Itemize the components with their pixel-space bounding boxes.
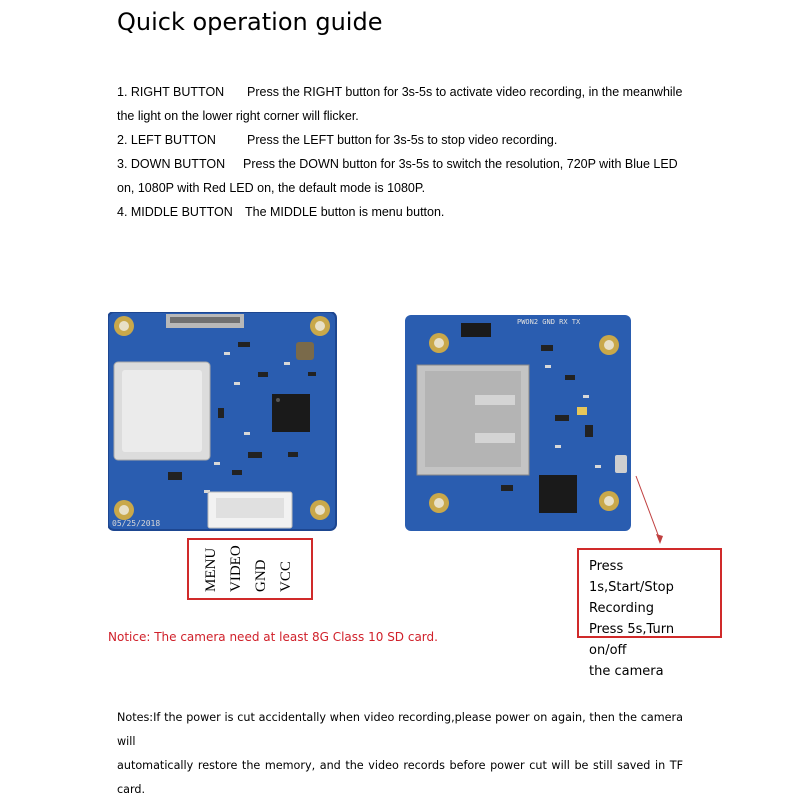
instruction-3 (117, 152, 717, 176)
pin-label-vcc: VCC (278, 561, 294, 592)
instruction-2-text: Press the LEFT button for 3s-5s to stop video recording. (247, 133, 558, 147)
instruction-3-label: 3. DOWN BUTTON (117, 157, 226, 171)
callout-line-1: Press 1s,Start/Stop (589, 559, 674, 595)
memory-chip (539, 475, 577, 513)
instruction-4-label: 4. MIDDLE BUTTON (117, 205, 233, 219)
sd-card-notice: Notice: The camera need at least 8G Class 10 SD card. (108, 630, 438, 644)
instruction-1-text: Press the RIGHT button for 3s-5s to activate video recording, in the meanwhile (247, 85, 683, 99)
callout-line-2: Recording (589, 601, 655, 616)
board-date-marking: 05/25/2018 (112, 519, 161, 528)
side-button (615, 455, 627, 473)
notes-paragraph (117, 706, 683, 802)
button-function-callout (577, 548, 722, 679)
instruction-2 (117, 128, 717, 152)
camera-board-front-image (108, 312, 338, 532)
notes-line-1: Notes:If the power is cut accidentally when video recording,please power on again, then the camera will (117, 711, 683, 748)
instruction-2-label: 2. LEFT BUTTON (117, 133, 216, 147)
page-title: Quick operation guide (117, 8, 383, 36)
callout-line-3: Press 5s,Turn on/off (589, 622, 675, 658)
pin-labels-box (187, 538, 313, 600)
instruction-4 (117, 200, 717, 224)
pin-label-gnd: GND (253, 559, 269, 592)
notes-line-2: automatically restore the memory, and the video records before power cut will be still saved in TF card. (117, 759, 683, 796)
instruction-1-continuation: the light on the lower right corner will flicker. (117, 109, 359, 123)
instruction-4-text: The MIDDLE button is menu button. (245, 205, 445, 219)
pin-label-video: VIDEO (228, 545, 244, 592)
instruction-1-label: 1. RIGHT BUTTON (117, 85, 225, 99)
instruction-list (117, 80, 717, 224)
camera-board-back-image (405, 315, 635, 533)
callout-line-4: the camera (589, 664, 664, 679)
instruction-3-text: Press the DOWN button for 3s-5s to switch the resolution, 720P with Blue LED (243, 157, 678, 171)
pointer-arrow (630, 470, 670, 550)
instruction-3-continuation: on, 1080P with Red LED on, the default mode is 1080P. (117, 181, 426, 195)
pad-labels: PWON2 GND RX TX (517, 318, 581, 326)
pin-label-menu: MENU (203, 547, 219, 592)
instruction-1 (117, 80, 717, 104)
